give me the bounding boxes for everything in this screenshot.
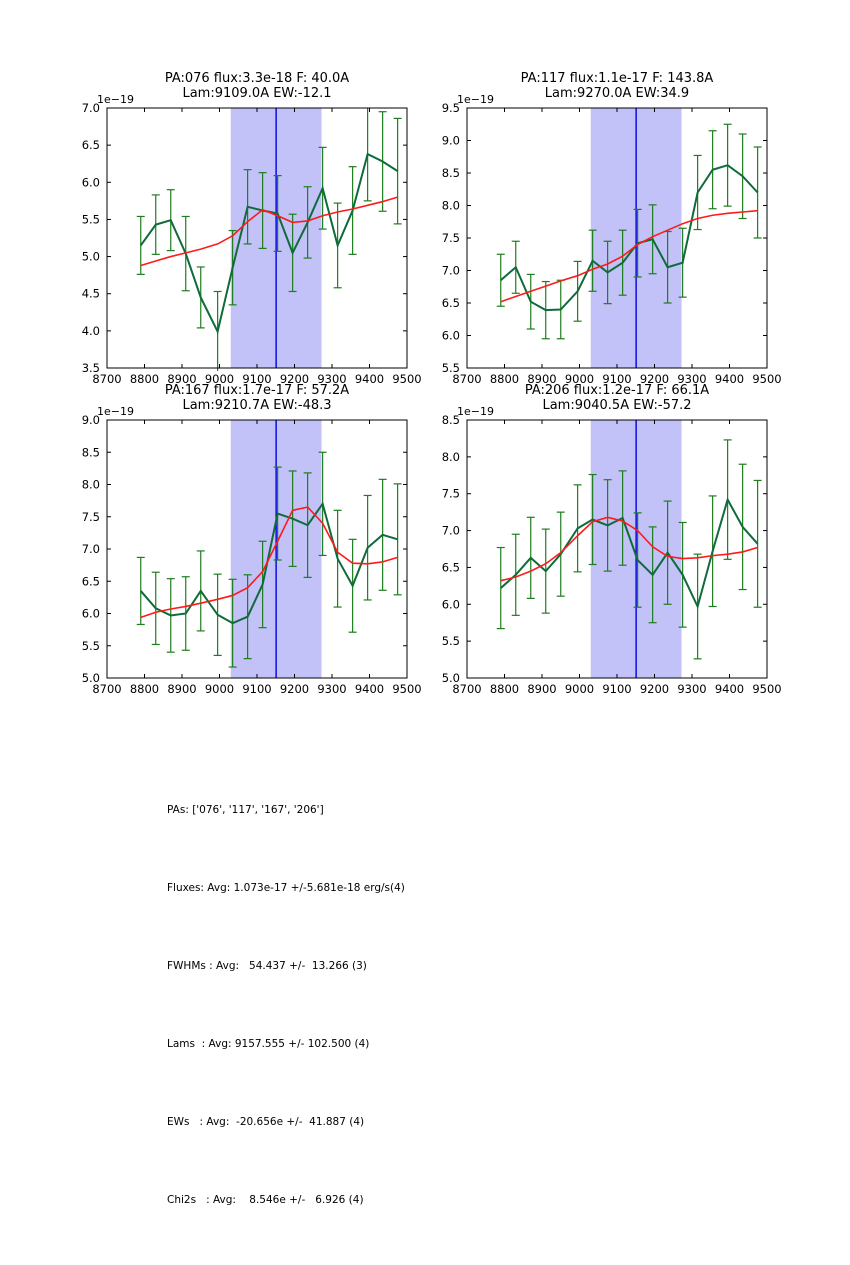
x-axis-tick-label: 8800 bbox=[489, 372, 520, 386]
x-axis-tick-label: 9000 bbox=[564, 372, 595, 386]
plot-title-line1: PA:117 flux:1.1e-17 F: 143.8A bbox=[520, 71, 714, 86]
summary-ews: EWs : Avg: -20.656e +/- 41.887 (4) bbox=[167, 1116, 365, 1128]
y-axis-tick-label: 4.5 bbox=[81, 286, 100, 301]
y-axis-tick-label: 6.5 bbox=[81, 138, 100, 153]
plot-title-line2: Lam:9210.7A EW:-48.3 bbox=[182, 398, 332, 413]
x-axis-tick-label: 9000 bbox=[204, 682, 235, 696]
x-axis-tick-label: 8900 bbox=[527, 682, 557, 696]
x-axis-tick-label: 9100 bbox=[242, 372, 272, 386]
x-axis-tick-label: 8800 bbox=[129, 682, 160, 696]
x-axis-tick-label: 8900 bbox=[167, 682, 197, 696]
axis-offset-label: 1e−19 bbox=[457, 93, 494, 106]
summary-chi2s: Chi2s : Avg: 8.546e +/- 6.926 (4) bbox=[167, 1194, 364, 1206]
y-axis-tick-label: 3.5 bbox=[81, 361, 100, 375]
axis-offset-label: 1e−19 bbox=[97, 93, 134, 106]
y-axis-tick-label: 6.5 bbox=[81, 574, 100, 589]
plot-svg-1 bbox=[415, 92, 782, 392]
x-axis-tick-label: 8700 bbox=[92, 682, 122, 696]
y-axis-tick-label: 6.0 bbox=[81, 606, 100, 621]
y-axis-tick-label: 6.5 bbox=[441, 296, 460, 310]
y-axis-tick-label: 7.0 bbox=[441, 263, 460, 278]
x-axis-tick-label: 8800 bbox=[489, 682, 520, 696]
x-axis-tick-label: 9500 bbox=[752, 372, 782, 386]
y-axis-tick-label: 7.5 bbox=[441, 231, 460, 245]
x-axis-tick-label: 9200 bbox=[639, 682, 670, 696]
summary-pas: PAs: ['076', '117', '167', '206'] bbox=[167, 804, 324, 816]
y-axis-tick-label: 5.5 bbox=[81, 638, 100, 653]
x-axis-tick-label: 8700 bbox=[452, 372, 482, 386]
x-axis-tick-label: 9400 bbox=[354, 682, 385, 696]
x-axis-tick-label: 9500 bbox=[392, 682, 422, 696]
x-axis-tick-label: 9100 bbox=[242, 682, 272, 696]
x-axis-tick-label: 9200 bbox=[279, 682, 310, 696]
y-axis-tick-label: 5.0 bbox=[81, 249, 100, 264]
x-axis-tick-label: 9500 bbox=[752, 682, 782, 696]
y-axis-tick-label: 9.0 bbox=[81, 413, 100, 427]
y-axis-tick-label: 7.5 bbox=[441, 486, 460, 501]
x-axis-tick-label: 9400 bbox=[354, 372, 385, 386]
y-axis-tick-label: 6.5 bbox=[441, 560, 460, 575]
y-axis-tick-label: 4.0 bbox=[81, 323, 100, 338]
x-axis-tick-label: 9500 bbox=[392, 372, 422, 386]
x-axis-tick-label: 8800 bbox=[129, 372, 160, 386]
x-axis-tick-label: 8700 bbox=[452, 682, 482, 696]
y-axis-tick-label: 5.0 bbox=[81, 671, 100, 685]
plot-title-line1: PA:167 flux:1.7e-17 F: 57.2A bbox=[164, 383, 350, 398]
plot-title-line1: PA:206 flux:1.2e-17 F: 66.1A bbox=[524, 383, 710, 398]
x-axis-tick-label: 9100 bbox=[602, 372, 632, 386]
y-axis-tick-label: 6.0 bbox=[441, 597, 460, 612]
axis-offset-label: 1e−19 bbox=[457, 405, 494, 418]
y-axis-tick-label: 5.0 bbox=[441, 671, 460, 685]
y-axis-tick-label: 8.0 bbox=[81, 477, 100, 492]
y-axis-tick-label: 9.5 bbox=[441, 101, 460, 115]
plot-title-line1: PA:076 flux:3.3e-18 F: 40.0A bbox=[164, 71, 350, 86]
y-axis-tick-label: 7.0 bbox=[81, 101, 100, 115]
plot-svg-2 bbox=[55, 404, 422, 702]
plot-svg-0 bbox=[55, 92, 422, 392]
plot-title-line2: Lam:9270.0A EW:34.9 bbox=[544, 86, 690, 101]
y-axis-tick-label: 5.5 bbox=[441, 634, 460, 649]
y-axis-tick-label: 7.5 bbox=[81, 509, 100, 524]
x-axis-tick-label: 9200 bbox=[279, 372, 310, 386]
x-axis-tick-label: 9300 bbox=[677, 682, 707, 696]
y-axis-tick-label: 9.0 bbox=[441, 133, 460, 148]
summary-fwhms: FWHMs : Avg: 54.437 +/- 13.266 (3) bbox=[167, 960, 367, 972]
y-axis-tick-label: 5.5 bbox=[441, 361, 460, 375]
x-axis-tick-label: 9300 bbox=[677, 372, 707, 386]
y-axis-tick-label: 8.0 bbox=[441, 198, 460, 213]
y-axis-tick-label: 6.0 bbox=[441, 328, 460, 343]
x-axis-tick-label: 9400 bbox=[714, 372, 745, 386]
y-axis-tick-label: 8.5 bbox=[441, 413, 460, 427]
x-axis-tick-label: 8700 bbox=[92, 372, 122, 386]
plot-svg-3 bbox=[415, 404, 782, 702]
x-axis-tick-label: 9200 bbox=[639, 372, 670, 386]
x-axis-tick-label: 9300 bbox=[317, 372, 347, 386]
y-axis-tick-label: 7.0 bbox=[441, 523, 460, 538]
axis-offset-label: 1e−19 bbox=[97, 405, 134, 418]
x-axis-tick-label: 8900 bbox=[167, 372, 197, 386]
summary-block bbox=[167, 745, 405, 1265]
y-axis-tick-label: 8.0 bbox=[441, 449, 460, 464]
x-axis-tick-label: 9400 bbox=[714, 682, 745, 696]
y-axis-tick-label: 7.0 bbox=[81, 542, 100, 556]
x-axis-tick-label: 9300 bbox=[317, 682, 347, 696]
plot-title-line2: Lam:9040.5A EW:-57.2 bbox=[542, 398, 692, 413]
y-axis-tick-label: 8.5 bbox=[441, 166, 460, 180]
x-axis-tick-label: 8900 bbox=[527, 372, 557, 386]
x-axis-tick-label: 9100 bbox=[602, 682, 632, 696]
x-axis-tick-label: 9000 bbox=[564, 682, 595, 696]
y-axis-tick-label: 8.5 bbox=[81, 445, 100, 460]
y-axis-tick-label: 5.5 bbox=[81, 212, 100, 227]
y-axis-tick-label: 6.0 bbox=[81, 175, 100, 190]
x-axis-tick-label: 9000 bbox=[204, 372, 235, 386]
plot-title-line2: Lam:9109.0A EW:-12.1 bbox=[182, 86, 332, 101]
summary-lams: Lams : Avg: 9157.555 +/- 102.500 (4) bbox=[167, 1038, 370, 1050]
summary-fluxes: Fluxes: Avg: 1.073e-17 +/-5.681e-18 erg/s(4) bbox=[167, 882, 405, 894]
